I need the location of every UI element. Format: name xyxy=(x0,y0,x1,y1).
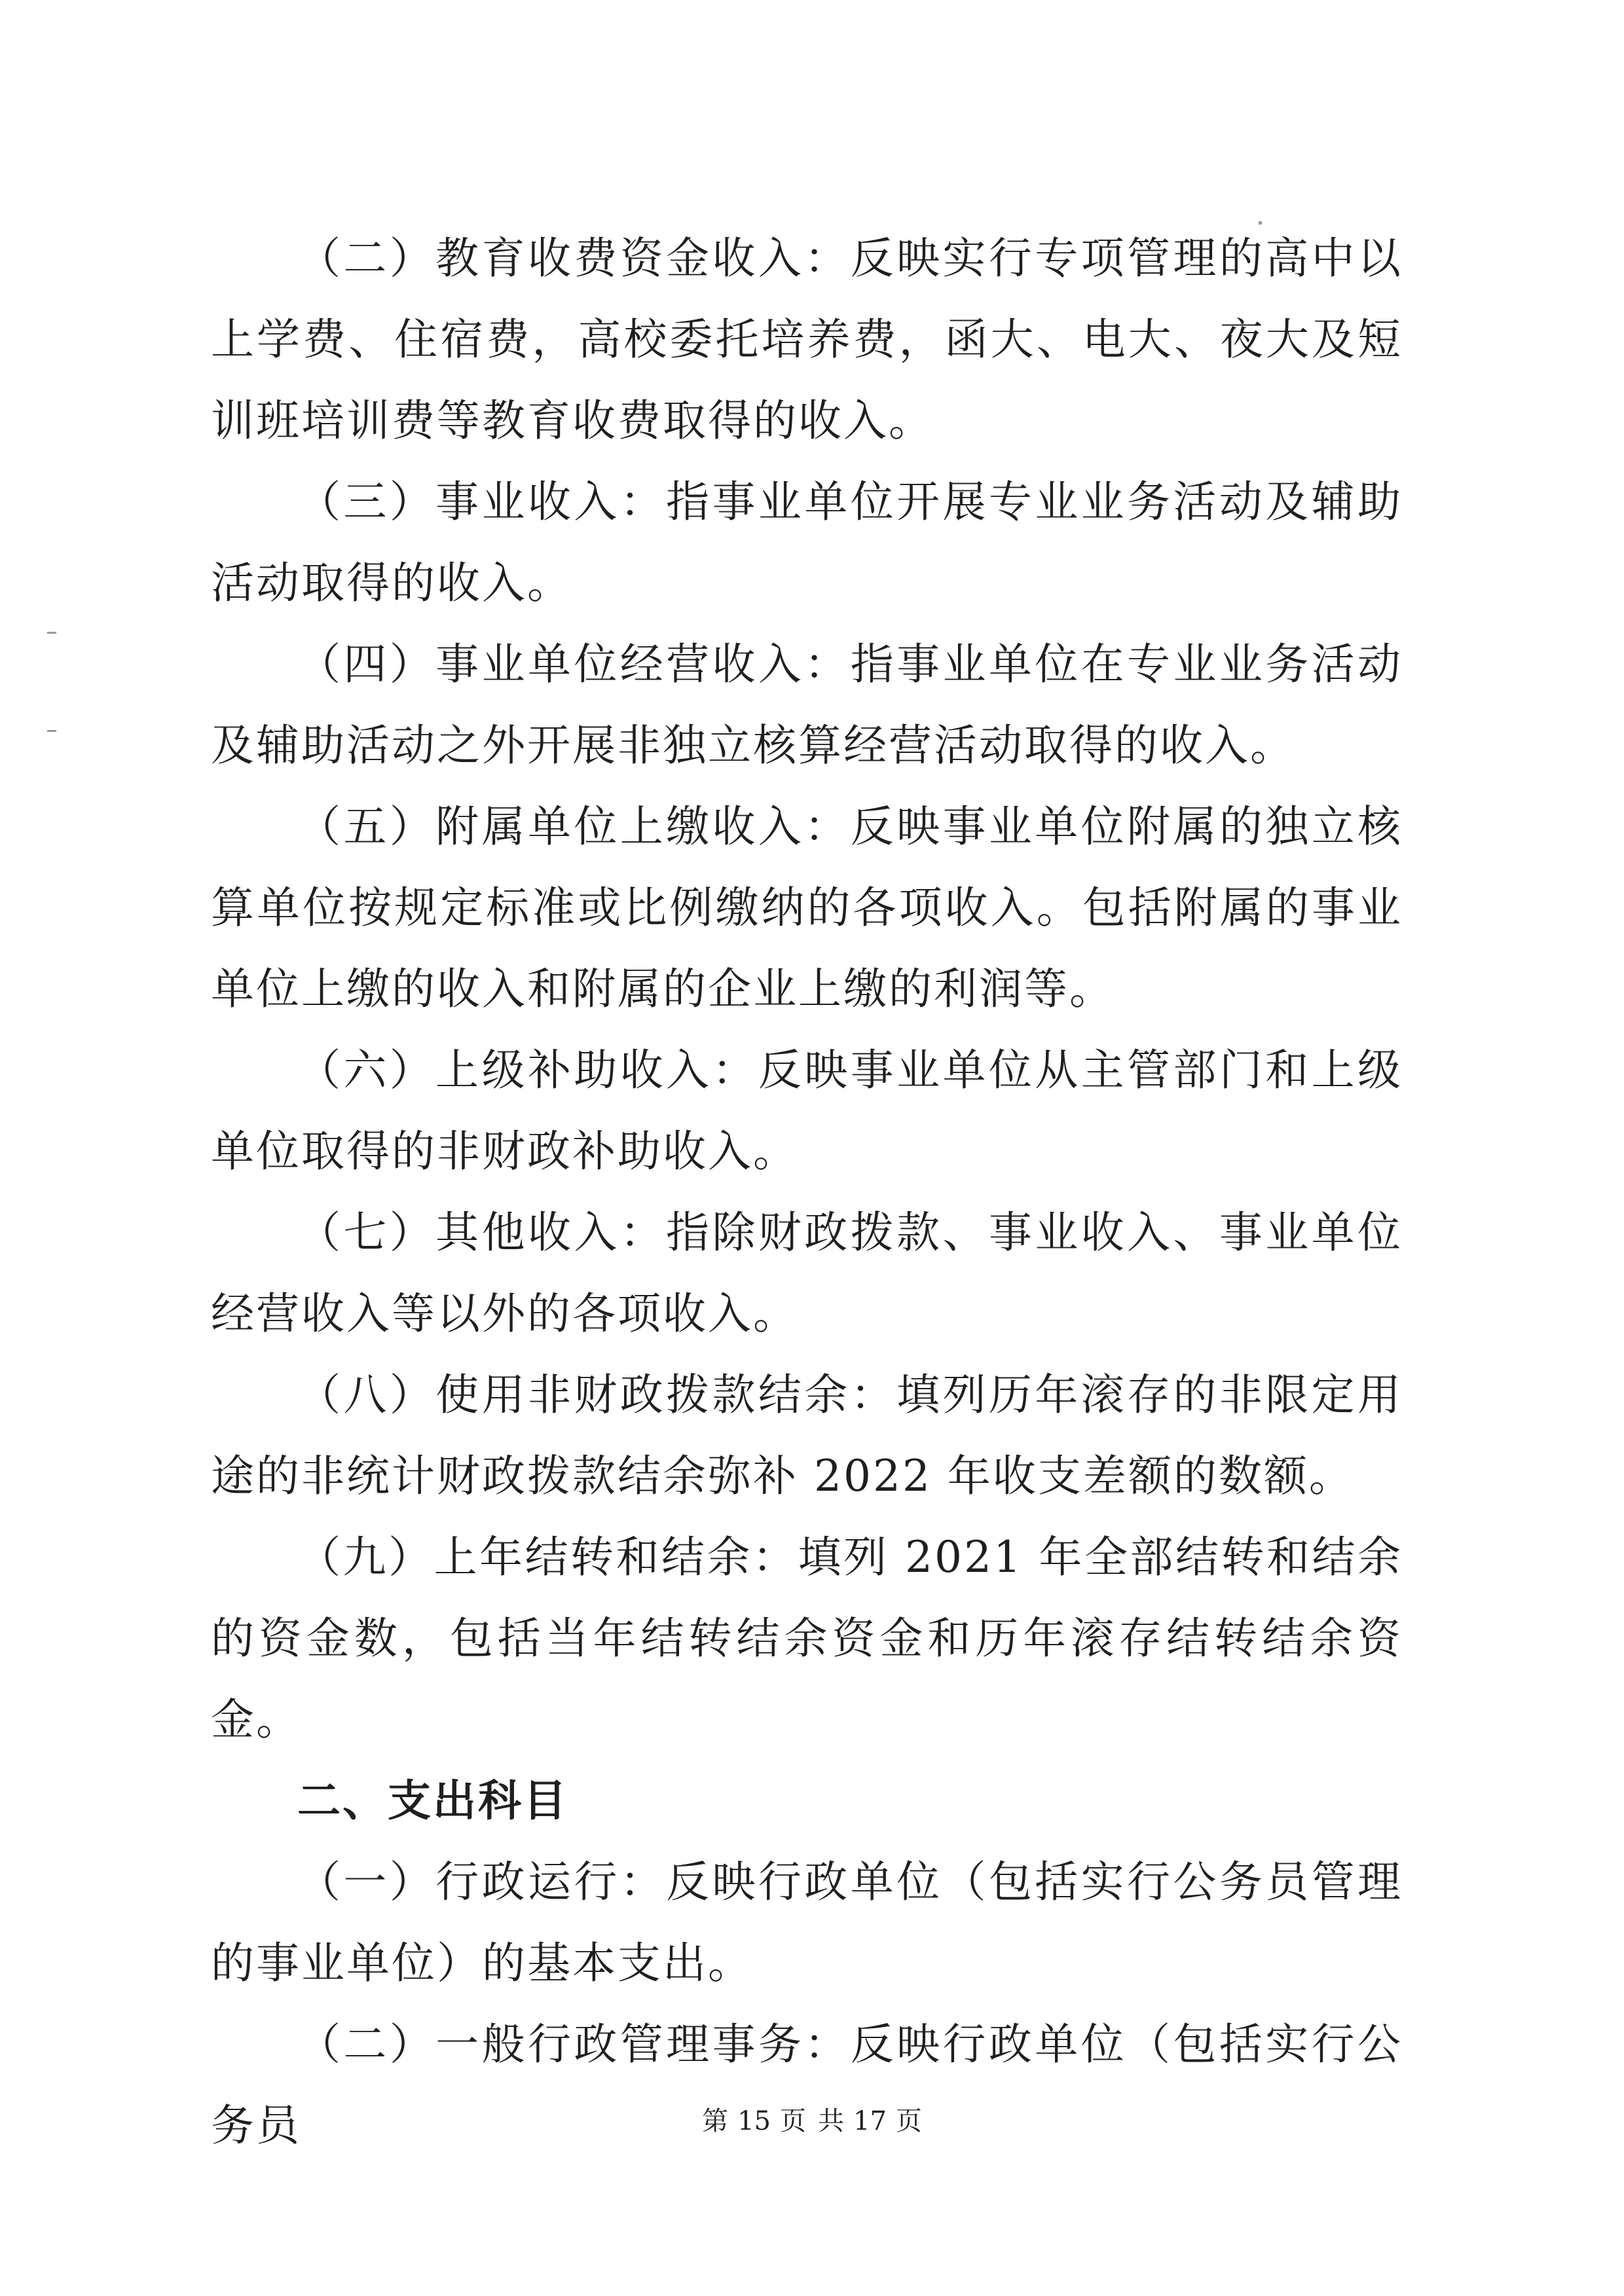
paragraph-non-fiscal-surplus: （八）使用非财政拨款结余：填列历年滚存的非限定用途的非统计财政拨款结余弥补 2022 年收支差额的数额。 xyxy=(211,1370,1403,1501)
page-number-footer xyxy=(0,2102,1624,2141)
paragraph-education-fee-income: （二）教育收费资金收入：反映实行专项管理的高中以上学费、住宿费，高校委托培养费，函大、电大、夜大及短训班培训费等教育收费取得的收入。 xyxy=(211,233,1403,446)
paragraph-operating-income: （四）事业单位经营收入：指事业单位在专业业务活动及辅助活动之外开展非独立核算经营活动取得的收入。 xyxy=(211,639,1403,771)
footer-total-pages: 17 xyxy=(853,2106,887,2136)
scan-artifact-mark xyxy=(47,632,56,634)
footer-suffix: 页 xyxy=(895,2106,922,2136)
footer-page-word: 页 xyxy=(780,2106,806,2136)
scan-artifact-mark xyxy=(1259,221,1262,225)
footer-total-prefix: 共 xyxy=(818,2106,844,2136)
paragraph-subsidiary-remittance: （五）附属单位上缴收入：反映事业单位附属的独立核算单位按规定标准或比例缴纳的各项收入。包括附属的事业单位上缴的收入和附属的企业上缴的利润等。 xyxy=(211,801,1403,1014)
paragraph-superior-subsidy: （六）上级补助收入：反映事业单位从主管部门和上级单位取得的非财政补助收入。 xyxy=(211,1045,1403,1176)
paragraph-prior-year-carryover: （九）上年结转和结余：填列 2021 年全部结转和结余的资金数，包括当年结转结余资金和历年滚存结转结余资金。 xyxy=(211,1532,1403,1745)
paragraph-admin-operation: （一）行政运行：反映行政单位（包括实行公务员管理的事业单位）的基本支出。 xyxy=(211,1857,1403,1988)
scan-artifact-mark xyxy=(47,730,56,732)
paragraph-business-income: （三）事业收入：指事业单位开展专业业务活动及辅助活动取得的收入。 xyxy=(211,477,1403,608)
paragraph-general-admin-affairs: （二）一般行政管理事务：反映行政单位（包括实行公务员 xyxy=(211,2019,1403,2151)
body-text xyxy=(211,218,1403,2166)
section-heading-expenditure: 二、支出科目 xyxy=(297,1776,568,1826)
footer-current-page: 15 xyxy=(737,2106,771,2136)
footer-prefix: 第 xyxy=(702,2106,729,2136)
paragraph-other-income: （七）其他收入：指除财政拨款、事业收入、事业单位经营收入等以外的各项收入。 xyxy=(211,1207,1403,1339)
